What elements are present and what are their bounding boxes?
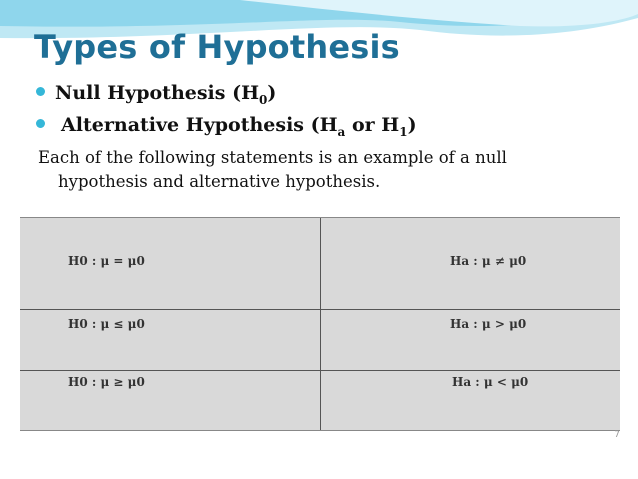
- bullet-text: Null Hypothesis (H: [55, 82, 260, 104]
- table-row-divider: [20, 370, 620, 371]
- table-cell-null-3: H0 : μ ≥ μ0: [68, 375, 145, 389]
- paragraph-line-2: hypothesis and alternative hypothesis.: [58, 172, 381, 191]
- bullet-alternative-hypothesis: [36, 114, 417, 139]
- table-cell-alt-2: Ha : μ > μ0: [450, 317, 527, 331]
- table-cell-alt-3: Ha : μ < μ0: [452, 375, 529, 389]
- table-cell-alt-1: Ha : μ ≠ μ0: [450, 254, 527, 268]
- bullet-mid: or H: [345, 114, 400, 136]
- slide-title: Types of Hypothesis: [34, 28, 400, 66]
- table-column-divider: [320, 218, 321, 430]
- slide-number: 7: [614, 430, 620, 440]
- table-cell-null-2: H0 : μ ≤ μ0: [68, 317, 145, 331]
- table-cell-null-1: H0 : μ = μ0: [68, 254, 145, 268]
- bullet-subscript-2: 1: [399, 124, 408, 139]
- description-paragraph: [38, 146, 598, 194]
- hypothesis-table: [20, 217, 620, 431]
- bullet-suffix: ): [407, 114, 417, 136]
- bullet-null-hypothesis: [36, 82, 276, 107]
- bullet-suffix: ): [267, 82, 277, 104]
- bullet-dot-icon: [36, 87, 45, 96]
- bullet-dot-icon: [36, 119, 45, 128]
- table-row-divider: [20, 309, 620, 310]
- bullet-subscript: a: [337, 124, 346, 139]
- bullet-subscript: 0: [259, 92, 268, 107]
- bullet-text: Alternative Hypothesis (H: [61, 114, 338, 136]
- paragraph-line-1: Each of the following statements is an example of a null: [38, 148, 507, 167]
